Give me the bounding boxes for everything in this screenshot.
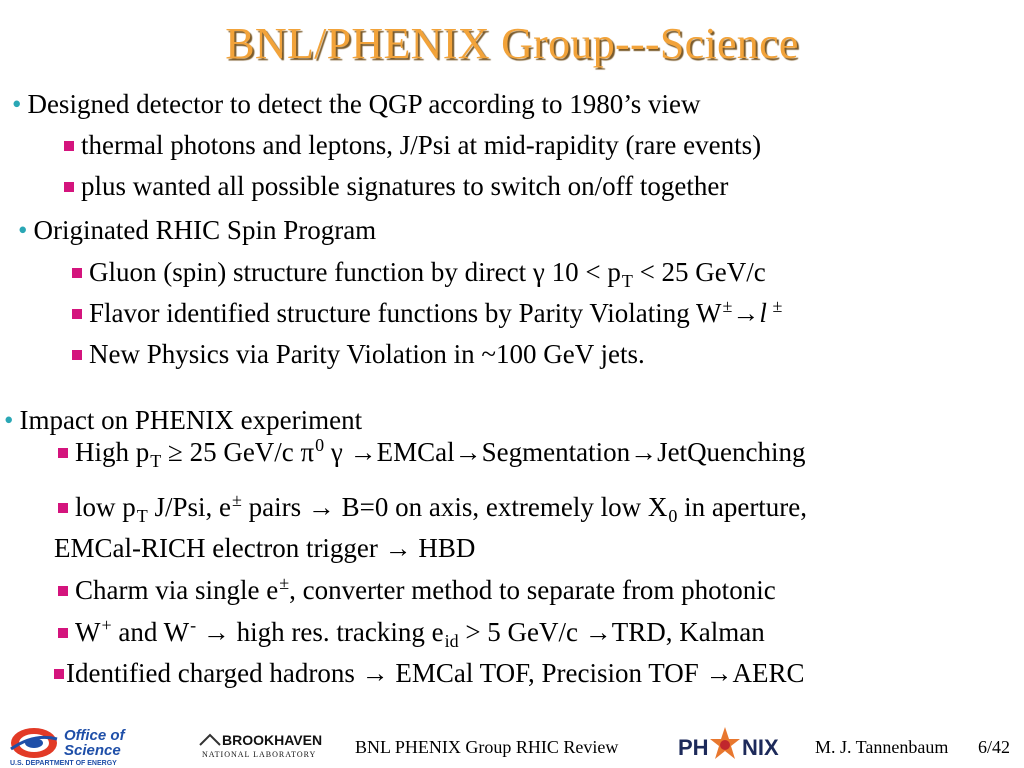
- sub-bullet-signatures: plus wanted all possible signatures to switch on/off together: [64, 170, 728, 202]
- bnl-roof-icon: [200, 735, 220, 745]
- bnl-line2: NATIONAL LABORATORY: [202, 750, 317, 759]
- square-bullet-icon: [58, 586, 68, 596]
- sub-bullet-new-physics: New Physics via Parity Violation in ~100 GeV jets.: [72, 338, 645, 370]
- phenix-logo: [678, 721, 800, 765]
- footer-center-text: BNL PHENIX Group RHIC Review: [355, 737, 619, 757]
- office-line2: Science: [64, 742, 121, 759]
- footer-author: M. J. Tannenbaum: [815, 737, 949, 757]
- bullet-rhic-spin: • Originated RHIC Spin Program: [18, 215, 377, 245]
- square-bullet-icon: [72, 268, 82, 278]
- office-of-science-logo: [8, 723, 178, 767]
- sub-bullet-charm: Charm via single e±, converter method to separate from photonic: [58, 574, 776, 609]
- sub-bullet-low-pt-continued: EMCal-RICH electron trigger → HBD: [54, 533, 476, 563]
- bullet-dot-icon: •: [18, 215, 28, 245]
- sub-bullet-charged-hadrons: Identified charged hadrons → EMCal TOF, Precision TOF →AERC: [54, 657, 805, 689]
- square-bullet-icon: [64, 141, 74, 151]
- bnl-line1: BROOKHAVEN: [222, 732, 323, 748]
- sub-bullet-flavor: Flavor identified structure functions by Parity Violating W±→l ±: [72, 297, 782, 332]
- office-line3: U.S. DEPARTMENT OF ENERGY: [10, 760, 117, 767]
- slide-footer: [0, 715, 1024, 768]
- phenix-star-icon: [710, 727, 740, 759]
- square-bullet-icon: [72, 350, 82, 360]
- sub-bullet-high-pt: High $p_T \ge 25$ GeV/c $\pi^0$ γ →EMCal→Segmentation→JetQuenching: [58, 436, 806, 471]
- slide-title: BNL/PHENIX Group---Science: [225, 19, 799, 68]
- office-line1: Office of: [64, 727, 125, 744]
- sub-bullet-low-pt: low $p_T$ J/Psi, e± pairs → B=0 on axis, extremely low $X_0$ in aperture,: [58, 491, 807, 526]
- square-bullet-icon: [54, 669, 64, 679]
- sub-bullet-thermal-photons: thermal photons and leptons, J/Psi at mid-rapidity (rare events): [64, 129, 761, 161]
- bullet-dot-icon: •: [4, 405, 14, 435]
- brookhaven-logo: [198, 729, 338, 763]
- square-bullet-icon: [58, 628, 68, 638]
- phenix-left: PH: [678, 735, 709, 760]
- sub-bullet-w-bosons: W+ and W- → high res. tracking $e_{id} > 5$ GeV/c →TRD, Kalman: [58, 616, 765, 651]
- square-bullet-icon: [58, 448, 68, 458]
- footer-page-number: 6/42: [978, 737, 1011, 757]
- bullet-dot-icon: •: [12, 89, 22, 119]
- square-bullet-icon: [72, 309, 82, 319]
- sub-bullet-gluon: Gluon (spin) structure function by direct γ $10 < p_T < 25$ GeV/c: [72, 256, 766, 291]
- bullet-designed-detector: [12, 88, 701, 120]
- bullet-impact-phenix: • Impact on PHENIX experiment: [4, 405, 363, 435]
- phenix-right: NIX: [742, 735, 779, 760]
- square-bullet-icon: [64, 182, 74, 192]
- doe-swirl-icon: [11, 728, 57, 758]
- square-bullet-icon: [58, 503, 68, 513]
- bullet-text: Designed detector to detect the QGP according to 1980’s view: [27, 89, 701, 119]
